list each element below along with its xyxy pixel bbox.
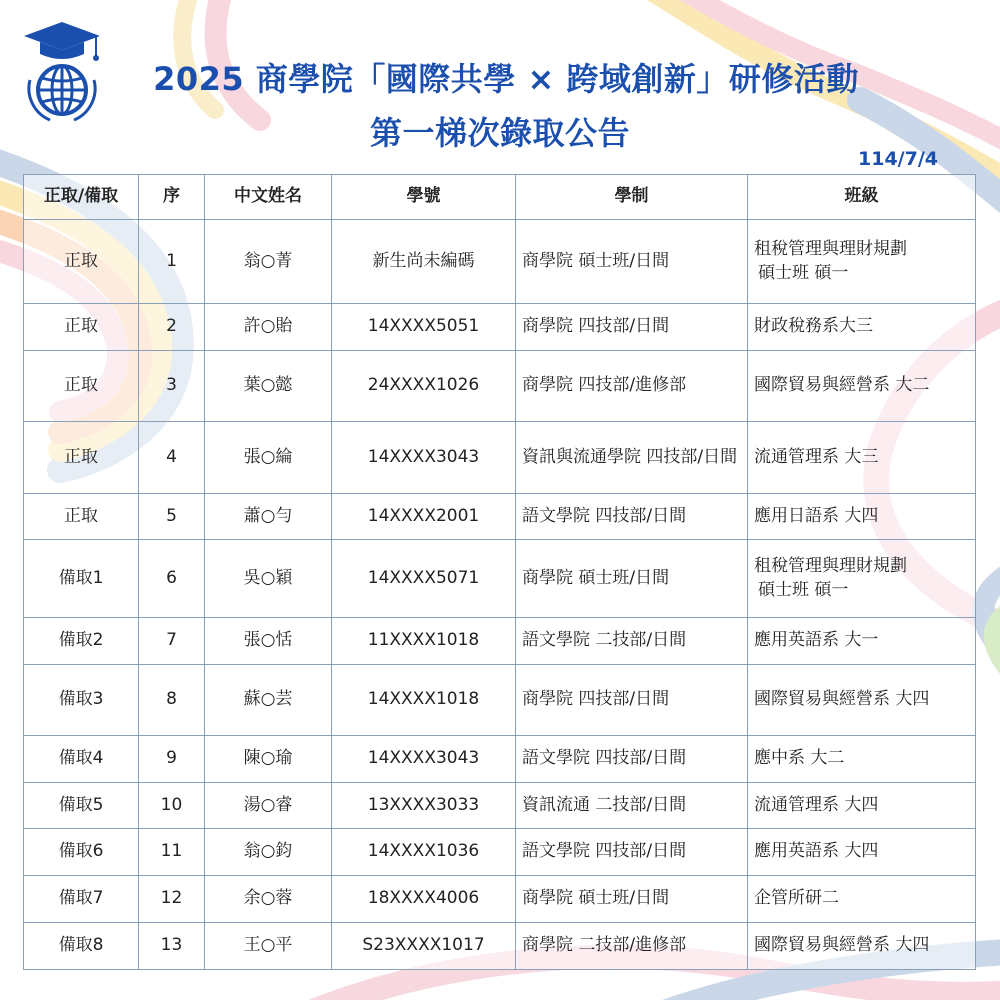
class-line-1: 企管所研二: [754, 888, 839, 909]
page-subtitle: 第一梯次錄取公告: [369, 114, 630, 152]
class-line-1: 流通管理系 大四: [754, 794, 879, 815]
class-cell: [748, 876, 976, 923]
student-id-cell: 18XXXX4006: [332, 876, 516, 923]
student-id-cell: 13XXXX3033: [332, 783, 516, 829]
class-cell: [748, 783, 976, 829]
status-cell: 正取: [24, 351, 139, 422]
table-row: [24, 665, 976, 736]
table-row: [24, 829, 976, 876]
class-cell: [748, 422, 976, 494]
name-cell: 葉○懿: [205, 351, 332, 422]
class-line-1: 國際貿易與經營系 大二: [754, 375, 930, 396]
name-cell: 張○綸: [205, 422, 332, 494]
name-cell: 湯○睿: [205, 783, 332, 829]
announcement-date: 114/7/4: [858, 148, 938, 170]
name-cell: 翁○鈞: [205, 829, 332, 876]
number-cell: 10: [139, 783, 205, 829]
student-id-cell: 14XXXX3043: [332, 736, 516, 783]
name-cell: 吳○穎: [205, 540, 332, 618]
status-cell: 正取: [24, 220, 139, 304]
table-row: [24, 618, 976, 665]
class-cell: [748, 618, 976, 665]
student-id-cell: 14XXXX5071: [332, 540, 516, 618]
program-cell: 商學院 四技部/日間: [516, 304, 748, 351]
program-cell: 商學院 四技部/日間: [516, 665, 748, 736]
column-header-status: 正取/備取: [24, 175, 139, 220]
status-cell: 備取6: [24, 829, 139, 876]
status-cell: 正取: [24, 494, 139, 540]
number-cell: 3: [139, 351, 205, 422]
student-id-cell: 24XXXX1026: [332, 351, 516, 422]
program-cell: 資訊流通 二技部/日間: [516, 783, 748, 829]
class-cell: [748, 351, 976, 422]
program-cell: 語文學院 四技部/日間: [516, 829, 748, 876]
number-cell: 5: [139, 494, 205, 540]
class-line-1: 應用日語系 大四: [754, 505, 879, 526]
status-cell: 備取1: [24, 540, 139, 618]
class-line-1: 國際貿易與經營系 大四: [754, 689, 930, 710]
number-cell: 4: [139, 422, 205, 494]
status-cell: 正取: [24, 422, 139, 494]
student-id-cell: 14XXXX2001: [332, 494, 516, 540]
table-body: [24, 220, 976, 970]
table-row: [24, 540, 976, 618]
student-id-cell: 14XXXX3043: [332, 422, 516, 494]
student-id-cell: S23XXXX1017: [332, 923, 516, 970]
table-row: [24, 923, 976, 970]
name-cell: 蕭○勻: [205, 494, 332, 540]
class-cell: [748, 923, 976, 970]
class-cell: [748, 304, 976, 351]
column-header-student-id: 學號: [332, 175, 516, 220]
student-id-cell: 11XXXX1018: [332, 618, 516, 665]
student-id-cell: 14XXXX5051: [332, 304, 516, 351]
class-line-1: 流通管理系 大三: [754, 446, 879, 467]
class-cell: [748, 736, 976, 783]
table-row: [24, 422, 976, 494]
table-row: [24, 876, 976, 923]
class-line-1: 應中系 大二: [754, 748, 845, 769]
status-cell: 備取3: [24, 665, 139, 736]
table-row: [24, 494, 976, 540]
class-line-1: 租稅管理與理財規劃: [754, 555, 907, 576]
number-cell: 9: [139, 736, 205, 783]
status-cell: 備取5: [24, 783, 139, 829]
name-cell: 許○貽: [205, 304, 332, 351]
program-cell: 商學院 二技部/進修部: [516, 923, 748, 970]
table-row: [24, 304, 976, 351]
program-cell: 商學院 四技部/進修部: [516, 351, 748, 422]
class-line-1: 應用英語系 大一: [754, 630, 879, 651]
name-cell: 王○平: [205, 923, 332, 970]
table-row: [24, 783, 976, 829]
number-cell: 7: [139, 618, 205, 665]
name-cell: 陳○瑜: [205, 736, 332, 783]
admission-table: [23, 174, 976, 970]
class-cell: [748, 220, 976, 304]
table-header-row: [24, 175, 976, 220]
program-cell: 商學院 碩士班/日間: [516, 540, 748, 618]
table-row: [24, 736, 976, 783]
program-cell: 語文學院 四技部/日間: [516, 736, 748, 783]
student-id-cell: 14XXXX1036: [332, 829, 516, 876]
program-cell: 商學院 碩士班/日間: [516, 876, 748, 923]
page-title: 2025 商學院「國際共學 × 跨域創新」研修活動: [153, 60, 859, 98]
program-cell: 語文學院 二技部/日間: [516, 618, 748, 665]
status-cell: 正取: [24, 304, 139, 351]
student-id-cell: 新生尚未編碼: [332, 220, 516, 304]
program-cell: 資訊與流通學院 四技部/日間: [516, 422, 748, 494]
status-cell: 備取7: [24, 876, 139, 923]
student-id-cell: 14XXXX1018: [332, 665, 516, 736]
number-cell: 11: [139, 829, 205, 876]
table-row: [24, 220, 976, 304]
column-header-name: 中文姓名: [205, 175, 332, 220]
class-line-1: 國際貿易與經營系 大四: [754, 935, 930, 956]
class-line-2: 碩士班 碩一: [758, 262, 849, 283]
name-cell: 蘇○芸: [205, 665, 332, 736]
class-line-1: 租稅管理與理財規劃: [754, 238, 907, 259]
number-cell: 8: [139, 665, 205, 736]
number-cell: 2: [139, 304, 205, 351]
class-line-2: 碩士班 碩一: [758, 579, 849, 600]
name-cell: 余○蓉: [205, 876, 332, 923]
name-cell: 翁○菁: [205, 220, 332, 304]
column-header-class: 班級: [748, 175, 976, 220]
class-cell: [748, 540, 976, 618]
column-header-number: 序: [139, 175, 205, 220]
column-header-program: 學制: [516, 175, 748, 220]
table-row: [24, 351, 976, 422]
number-cell: 1: [139, 220, 205, 304]
class-line-1: 應用英語系 大四: [754, 841, 879, 862]
status-cell: 備取4: [24, 736, 139, 783]
status-cell: 備取2: [24, 618, 139, 665]
program-cell: 語文學院 四技部/日間: [516, 494, 748, 540]
program-cell: 商學院 碩士班/日間: [516, 220, 748, 304]
class-cell: [748, 829, 976, 876]
number-cell: 6: [139, 540, 205, 618]
number-cell: 13: [139, 923, 205, 970]
name-cell: 張○恬: [205, 618, 332, 665]
class-line-1: 財政稅務系大三: [754, 316, 873, 337]
status-cell: 備取8: [24, 923, 139, 970]
class-cell: [748, 494, 976, 540]
number-cell: 12: [139, 876, 205, 923]
class-cell: [748, 665, 976, 736]
